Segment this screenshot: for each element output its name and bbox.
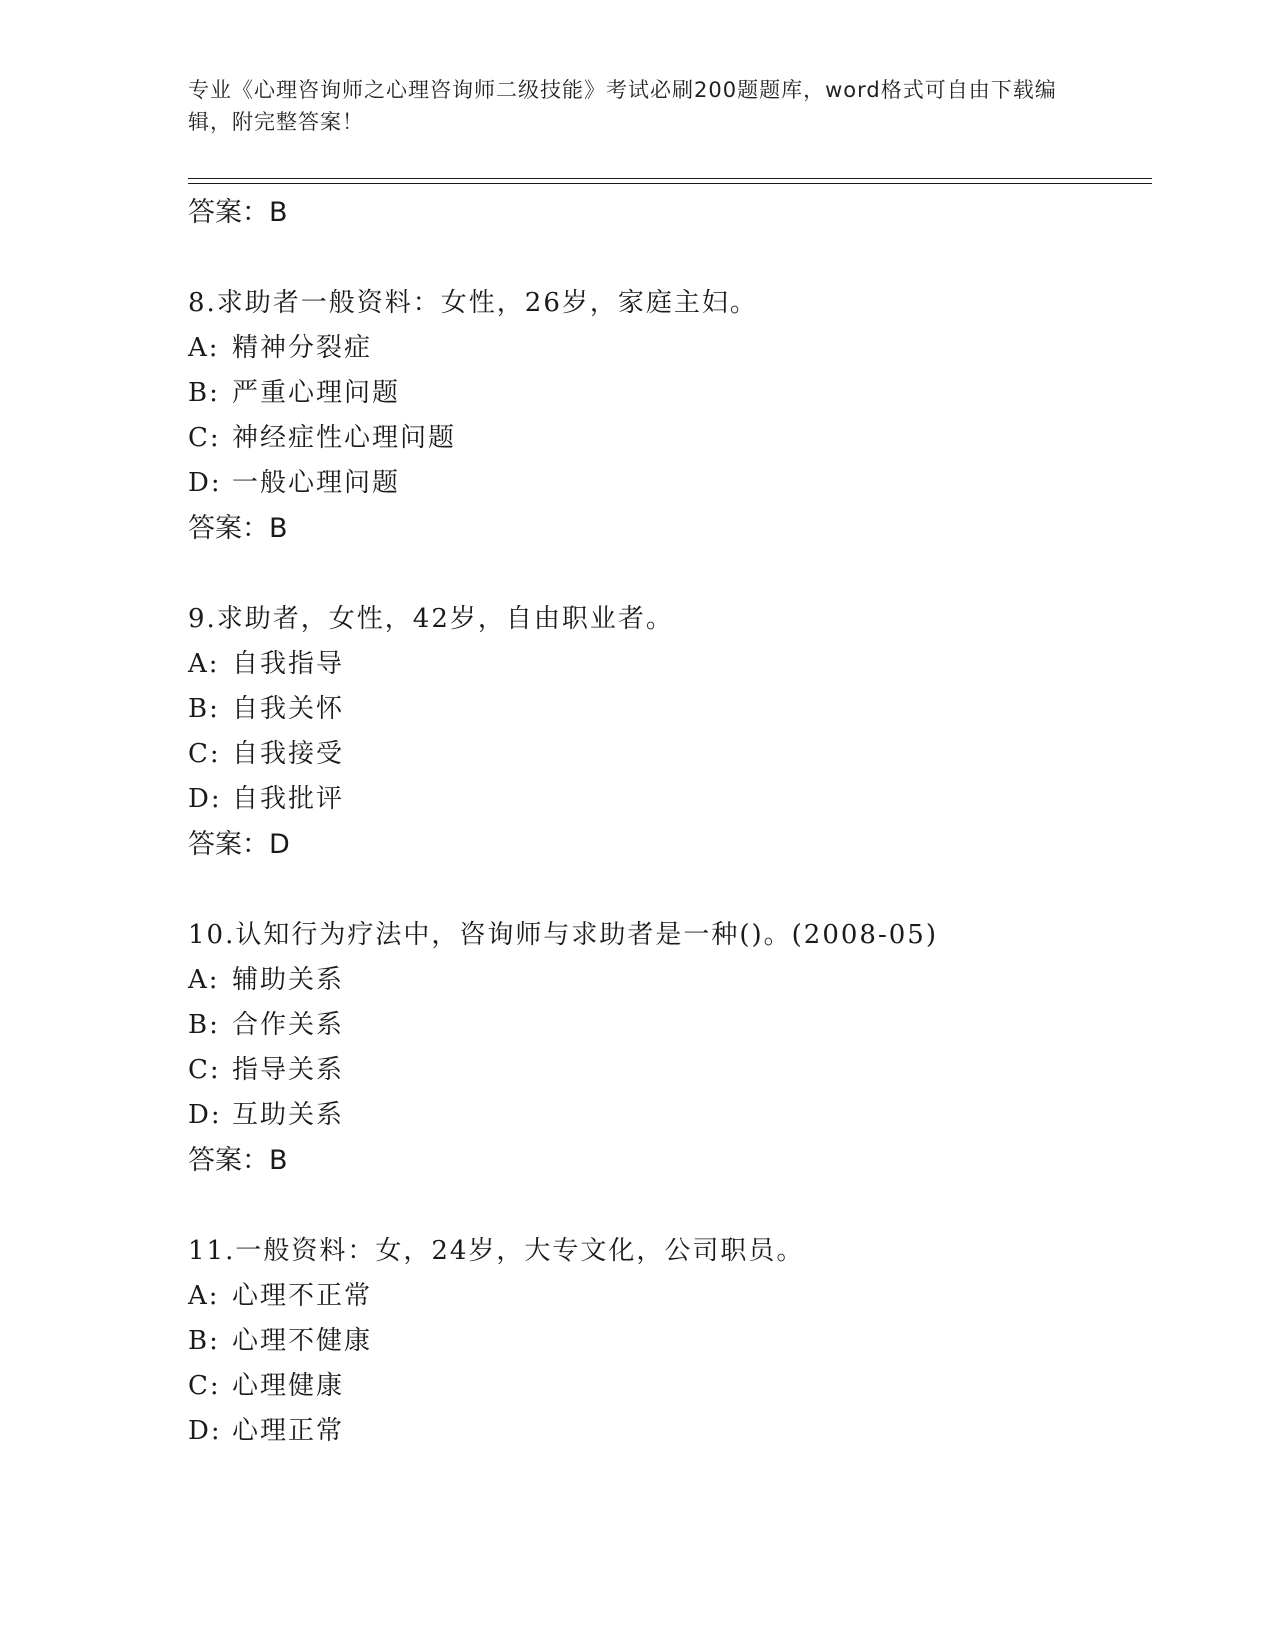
header-intro-text: 专业《心理咨询师之心理咨询师二级技能》考试必刷200题题库，word格式可自由下载编辑，附完整答案！	[188, 78, 1057, 134]
question-block	[188, 913, 1148, 1184]
option-key: D:	[188, 468, 222, 498]
option-key: A:	[188, 965, 220, 995]
option-b	[188, 371, 1148, 416]
option-text: 指导关系	[232, 1055, 345, 1085]
option-d	[188, 1409, 1148, 1454]
option-text: 自我指导	[232, 649, 345, 679]
option-text: 严重心理问题	[232, 378, 401, 408]
header-divider-thin	[188, 183, 1152, 184]
option-text: 自我批评	[232, 784, 345, 814]
option-text: 一般心理问题	[232, 468, 401, 498]
question-text: 9.求助者，女性，42岁，自由职业者。	[188, 604, 674, 634]
option-a	[188, 1274, 1148, 1319]
question-block	[188, 597, 1148, 868]
header-divider-thick	[188, 178, 1152, 179]
option-text: 自我关怀	[232, 694, 345, 724]
question-list	[188, 190, 1148, 1454]
option-d	[188, 777, 1148, 822]
answer-line: 答案：B	[188, 1145, 288, 1176]
option-key: B:	[188, 1326, 220, 1356]
question-text: 10.认知行为疗法中，咨询师与求助者是一种()。(2008-05)	[188, 920, 938, 950]
option-b	[188, 1319, 1148, 1364]
option-key: A:	[188, 1281, 220, 1311]
option-d	[188, 1093, 1148, 1138]
question-block	[188, 281, 1148, 552]
option-key: C:	[188, 739, 221, 769]
option-text: 心理健康	[232, 1371, 345, 1401]
option-a	[188, 958, 1148, 1003]
option-text: 心理正常	[232, 1416, 345, 1446]
option-a	[188, 642, 1148, 687]
option-key: B:	[188, 1010, 220, 1040]
option-c	[188, 416, 1148, 461]
answer-line: 答案：B	[188, 513, 288, 544]
option-a	[188, 326, 1148, 371]
option-key: B:	[188, 378, 220, 408]
option-key: D:	[188, 784, 222, 814]
option-key: D:	[188, 1100, 222, 1130]
answer-line: 答案：D	[188, 829, 290, 860]
option-key: A:	[188, 333, 220, 363]
option-b	[188, 1003, 1148, 1048]
option-c	[188, 1048, 1148, 1093]
option-c	[188, 732, 1148, 777]
option-key: B:	[188, 694, 220, 724]
option-key: D:	[188, 1416, 222, 1446]
option-b	[188, 687, 1148, 732]
option-text: 自我接受	[232, 739, 345, 769]
option-c	[188, 1364, 1148, 1409]
option-text: 合作关系	[232, 1010, 345, 1040]
option-text: 互助关系	[232, 1100, 345, 1130]
question-block	[188, 1229, 1148, 1454]
option-d	[188, 461, 1148, 506]
answer-line: 答案：B	[188, 197, 288, 228]
option-key: C:	[188, 1371, 221, 1401]
option-text: 神经症性心理问题	[232, 423, 457, 453]
option-text: 心理不正常	[232, 1281, 373, 1311]
option-key: C:	[188, 423, 221, 453]
option-key: A:	[188, 649, 220, 679]
option-text: 辅助关系	[232, 965, 345, 995]
question-text: 8.求助者一般资料：女性，26岁，家庭主妇。	[188, 288, 758, 318]
option-text: 精神分裂症	[232, 333, 373, 363]
option-text: 心理不健康	[232, 1326, 373, 1356]
option-key: C:	[188, 1055, 221, 1085]
question-text: 11.一般资料：女，24岁，大专文化，公司职员。	[188, 1236, 805, 1266]
